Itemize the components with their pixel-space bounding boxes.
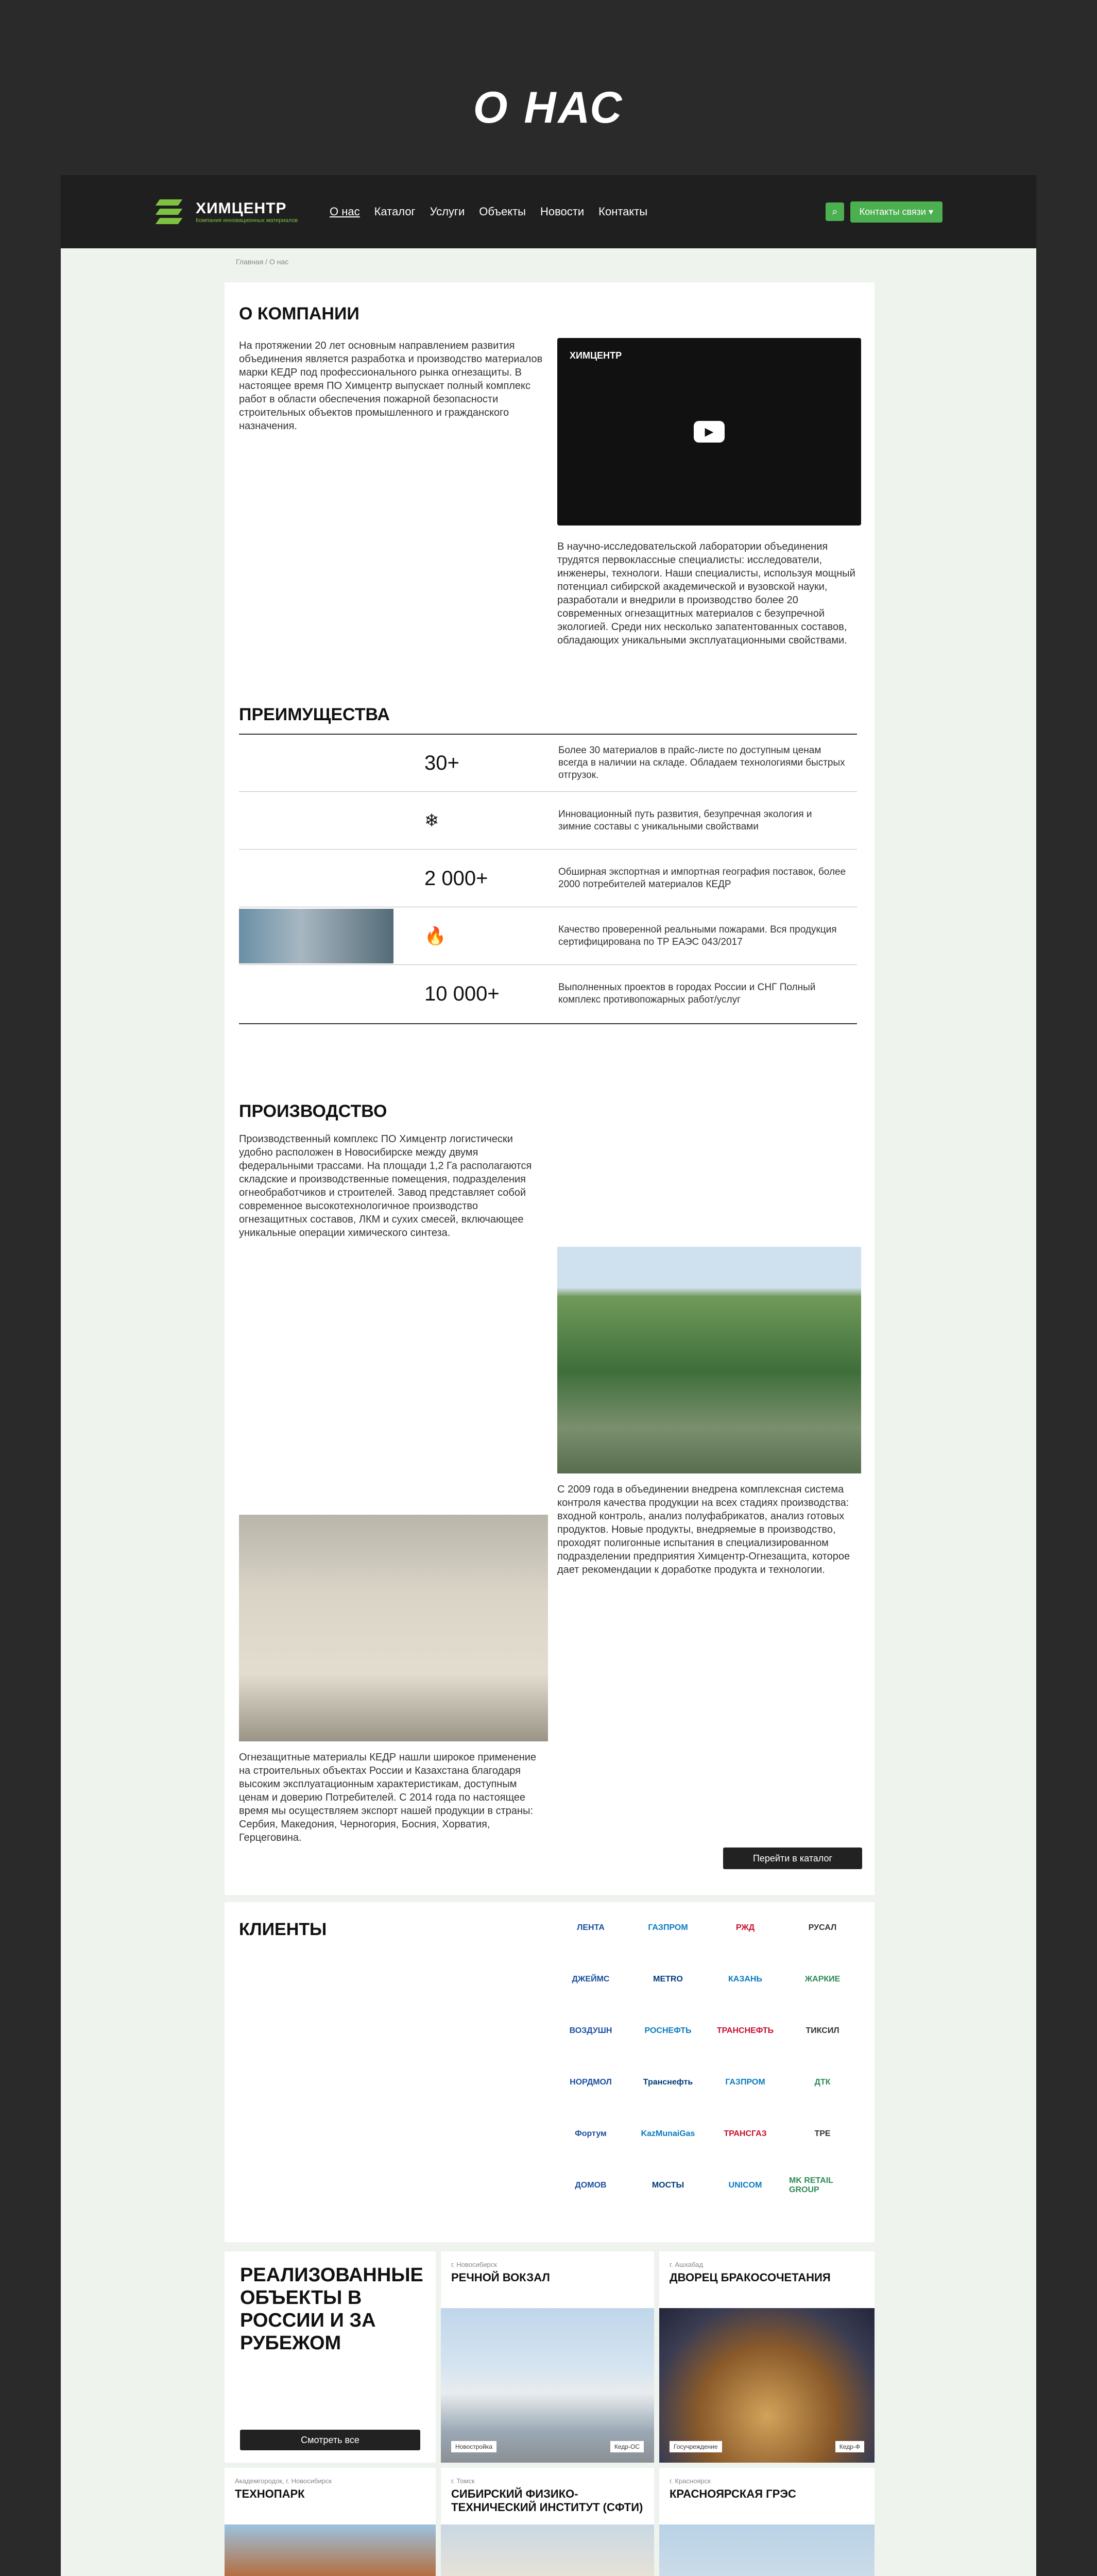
view-all-button[interactable]: Смотреть все	[240, 2430, 420, 2450]
clients-card	[225, 1902, 875, 2242]
catalog-button[interactable]: Перейти в каталог	[723, 1848, 862, 1869]
contact-dropdown-button[interactable]: Контакты связи ▾	[850, 201, 942, 223]
logo-subtitle: Компания инновационных материалов	[196, 217, 298, 224]
project-location: г. Красноярск	[670, 2477, 711, 2485]
play-icon[interactable]: ▶	[694, 421, 725, 443]
logo-text: ХИМЦЕНТР	[196, 200, 287, 217]
advantage-value: 30+	[424, 751, 459, 774]
client-logo: MK RETAIL GROUP	[789, 2176, 833, 2194]
main-nav	[330, 205, 647, 218]
advantage-value: 2 000+	[424, 867, 488, 890]
project-tag: Госучреждение	[670, 2441, 722, 2452]
client-logo: ГАЗПРОМ	[648, 1923, 688, 1932]
project-location: г. Томск	[451, 2477, 475, 2485]
frame-title: О НАС	[473, 83, 624, 132]
client-logo: МОСТЫ	[652, 2181, 684, 2190]
client-logo: ДТК	[814, 2078, 831, 2087]
client-logos	[557, 1912, 866, 2232]
nav-about[interactable]: О нас	[330, 205, 360, 218]
advantage-row	[239, 850, 846, 907]
project-photo	[441, 2308, 654, 2463]
project-tag: Новостройка	[451, 2441, 496, 2452]
production-text-1: Производственный комплекс ПО Химцентр логистически удобно расположен в Новосибирске между двумя федеральными трассами. На площади 1,2 Га располагаются складские и производственные помещения, подразделения огнеобработчиков и строителей. Завод представляет собой современное высокотехнологичное производство огнезащитных составов, ЛКМ и сухих смесей, включающее уникальные операции химического синтеза.	[239, 1133, 532, 1239]
project-photo	[659, 2308, 875, 2463]
advantage-value: 10 000+	[424, 982, 500, 1005]
breadcrumb[interactable]: Главная / О нас	[236, 258, 289, 266]
client-logo: ЖАРКИЕ	[804, 1975, 841, 1984]
client-logo: РУСАЛ	[808, 1923, 837, 1932]
project-card[interactable]	[659, 2251, 875, 2463]
about-text-right: В научно-исследовательской лаборатории объединения трудятся первоклассные специалисты: исследователи, инженеры, технологи. Наши специалисты, используя мощный потенциал сибирской академической и вузовской науки, разработали и внедрили в производство более 20 современных огнезащитных материалов с безупречной экологией. Среди них несколько запатентованных составов, обладающих уникальными эксплуатационными свойствами.	[557, 541, 855, 646]
project-name: РЕЧНОЙ ВОКЗАЛ	[451, 2271, 550, 2284]
project-photo	[225, 2524, 436, 2576]
advantage-desc: Более 30 материалов в прайс-листе по доступным ценам всегда в наличии на складе. Обладаем технологиями быстрых отгрузок.	[558, 745, 845, 781]
client-logo: РОСНЕФТЬ	[644, 2026, 692, 2035]
advantage-desc: Качество проверенной реальными пожарами. Вся продукция сертифицирована по ТР ЕАЭС 043/2017	[558, 924, 837, 947]
client-logo: METRO	[653, 1975, 683, 1984]
advantage-row	[239, 735, 845, 791]
warehouse-photo	[239, 1515, 548, 1741]
advantage-desc: Инновационный путь развития, безупречная экология и зимние составы с уникальными свойствами	[558, 809, 812, 832]
client-logo: КАЗАНЬ	[728, 1975, 762, 1984]
project-photo	[441, 2524, 654, 2576]
project-card[interactable]	[659, 2468, 875, 2576]
nav-news[interactable]: Новости	[540, 205, 585, 218]
site-header	[61, 175, 1036, 248]
project-name: СИБИРСКИЙ ФИЗИКО-ТЕХНИЧЕСКИЙ ИНСТИТУТ (СФТИ)	[451, 2487, 643, 2514]
production-text-3: Огнезащитные материалы КЕДР нашли широкое применение на строительных объектах России и Казахстана благодаря высоким эксплуатационным характеристикам, доступным ценам и доверию Потребителей. С 2014 года по настоящее время мы осуществляем экспорт нашей продукции в страны: Сербия, Македония, Черногория, Босния, Хорватия, Герцеговина.	[239, 1752, 537, 1843]
client-logo: UNICOM	[728, 2181, 762, 2190]
client-logo: ТРЕ	[814, 2129, 831, 2138]
nav-contacts[interactable]: Контакты	[598, 205, 648, 218]
client-logo: НОРДМОЛ	[570, 2078, 612, 2087]
advantage-row	[239, 965, 842, 1022]
project-card[interactable]	[225, 2468, 436, 2576]
project-location: Академгородок, г. Новосибирск	[235, 2477, 332, 2485]
project-location: г. Ашхабад	[670, 2261, 704, 2268]
factory-aerial-photo	[557, 1247, 861, 1473]
client-logo: Фортум	[575, 2129, 607, 2138]
client-logo: ГАЗПРОМ	[725, 2078, 765, 2087]
client-logo: ТРАНСНЕФТЬ	[716, 2026, 774, 2035]
advantage-desc: Обширная экспортная и импортная география поставок, более 2000 потребителей материалов КЕДР	[558, 867, 846, 890]
client-logo: ДЖЕЙМС	[572, 1975, 610, 1984]
client-logo: Транснефть	[643, 2078, 693, 2087]
advantage-row	[239, 908, 842, 964]
advantage-row	[239, 792, 842, 849]
project-name: КРАСНОЯРСКАЯ ГРЭС	[670, 2487, 796, 2500]
project-card[interactable]	[441, 2251, 654, 2463]
snowflake-icon: ❄	[424, 811, 439, 831]
project-tag: Кедр-ОС	[610, 2441, 644, 2452]
about-text-left: На протяжении 20 лет основным направлением развития объединения является разработка и производство материалов марки КЕДР под профессионального рынка огнезащиты. В настоящее время ПО Химцентр выпускает полный комплекс работ в области обеспечения пожарной безопасности строительных объектов промышленного и гражданского назначения.	[239, 340, 543, 432]
projects-section	[225, 2251, 875, 2576]
production-text-2: С 2009 года в объединении внедрена комплексная система контроля качества продукции на всех стадиях производства: входной контроль, анализ полуфабрикатов, анализ готовых продуктов. Новые продукты, внедряемые в производство, проходят полигонные испытания в специализированном подразделении предприятия Химцентр-Огнезащита, которое дает рекомендации к доработке продукта и технологии.	[557, 1484, 850, 1575]
about-card	[225, 282, 875, 1895]
advantages-title: ПРЕИМУЩЕСТВА	[239, 705, 390, 724]
client-logo: ТИКСИЛ	[805, 2026, 839, 2035]
project-card[interactable]	[441, 2468, 654, 2576]
logo[interactable]	[155, 197, 309, 226]
production-title: ПРОИЗВОДСТВО	[239, 1101, 387, 1121]
project-name: ТЕХНОПАРК	[235, 2487, 305, 2500]
projects-intro	[225, 2251, 436, 2463]
client-logo: ТРАНСГАЗ	[724, 2129, 767, 2138]
project-photo	[659, 2524, 875, 2576]
video-player[interactable]	[557, 338, 861, 526]
nav-objects[interactable]: Объекты	[479, 205, 526, 218]
nav-catalog[interactable]: Каталог	[374, 205, 416, 218]
logo-mark-icon	[155, 197, 191, 226]
client-logo: ЛЕНТА	[577, 1923, 605, 1932]
project-name: ДВОРЕЦ БРАКОСОЧЕТАНИЯ	[670, 2271, 831, 2284]
client-logo: KazMunaiGas	[641, 2129, 695, 2138]
projects-title: РЕАЛИЗОВАННЫЕ ОБЪЕКТЫ В РОССИИ И ЗА РУБЕЖОМ	[240, 2264, 423, 2354]
project-location: г. Новосибирск	[451, 2261, 497, 2268]
project-tag: Кедр-Ф	[835, 2441, 864, 2452]
search-icon[interactable]: ⌕	[826, 202, 844, 221]
fire-icon: 🔥	[424, 926, 447, 946]
about-title: О КОМПАНИИ	[239, 304, 359, 324]
client-logo: ВОЗДУШН	[569, 2026, 612, 2035]
lab-photo	[239, 909, 393, 963]
video-logo: ХИМЦЕНТР	[570, 350, 622, 361]
clients-title: КЛИЕНТЫ	[239, 1920, 327, 1939]
client-logo: РЖД	[735, 1923, 755, 1932]
nav-services[interactable]: Услуги	[430, 205, 465, 218]
page	[61, 175, 1036, 2576]
advantage-desc: Выполненных проектов в городах России и СНГ Полный комплекс противопожарных работ/услуг	[558, 982, 816, 1005]
client-logo: ДОМОВ	[575, 2181, 607, 2190]
